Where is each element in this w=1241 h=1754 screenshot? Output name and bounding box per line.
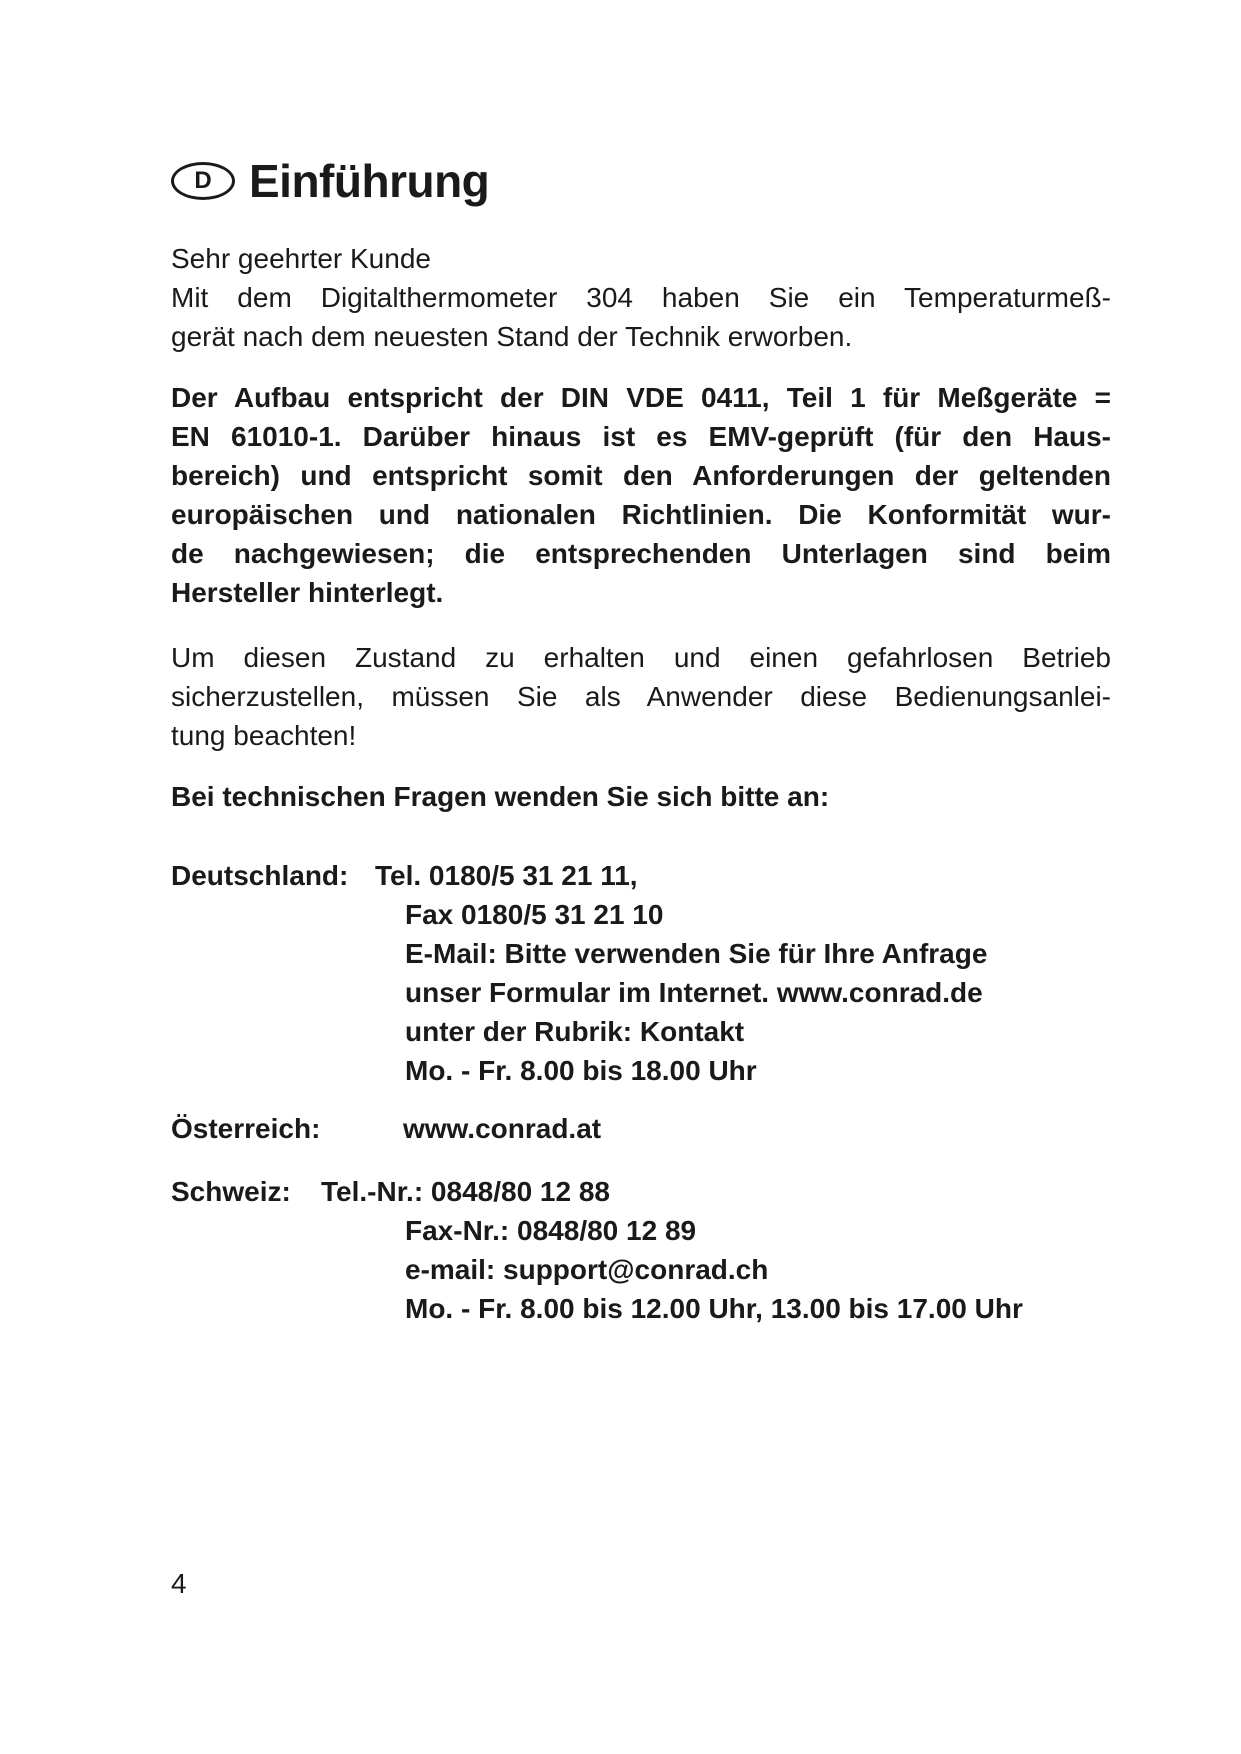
compliance-line: bereich) und entspricht somit den Anforderungen der geltenden bbox=[171, 460, 1111, 491]
intro-paragraph bbox=[171, 239, 1111, 356]
switzerland-fax: Fax-Nr.: 0848/80 12 89 bbox=[405, 1215, 697, 1246]
intro-line: gerät nach dem neuesten Stand der Technik erworben. bbox=[171, 321, 853, 352]
page-title: Einführung bbox=[249, 155, 490, 207]
greeting: Sehr geehrter Kunde bbox=[171, 243, 431, 274]
compliance-line: Der Aufbau entspricht der DIN VDE 0411, Teil 1 für Meßgeräte = bbox=[171, 382, 1111, 413]
germany-fax: Fax 0180/5 31 21 10 bbox=[405, 899, 664, 930]
compliance-paragraph bbox=[171, 378, 1111, 612]
switzerland-label: Schweiz: bbox=[171, 1176, 291, 1207]
germany-rubric: unter der Rubrik: Kontakt bbox=[405, 1016, 745, 1047]
switzerland-hours: Mo. - Fr. 8.00 bis 12.00 Uhr, 13.00 bis 17.00 Uhr bbox=[405, 1293, 1023, 1324]
austria-label: Österreich: bbox=[171, 1113, 321, 1144]
compliance-line: de nachgewiesen; die entsprechenden Unterlagen sind beim bbox=[171, 538, 1111, 569]
austria-web: www.conrad.at bbox=[403, 1113, 602, 1144]
germany-phone: Tel. 0180/5 31 21 11, bbox=[375, 860, 638, 891]
intro-line: Mit dem Digitalthermometer 304 haben Sie ein Temperaturmeß- bbox=[171, 282, 1111, 313]
germany-web: unser Formular im Internet. www.conrad.de bbox=[405, 977, 983, 1008]
page-number: 4 bbox=[171, 1568, 187, 1599]
germany-email: E-Mail: Bitte verwenden Sie für Ihre Anfrage bbox=[405, 938, 988, 969]
switzerland-phone: Tel.-Nr.: 0848/80 12 88 bbox=[321, 1176, 610, 1207]
usage-paragraph bbox=[171, 638, 1111, 755]
germany-label: Deutschland: bbox=[171, 860, 349, 891]
usage-line: sicherzustellen, müssen Sie als Anwender diese Bedienungsanlei- bbox=[171, 681, 1111, 712]
compliance-line: Hersteller hinterlegt. bbox=[171, 577, 444, 608]
usage-line: tung beachten! bbox=[171, 720, 357, 751]
compliance-line: europäischen und nationalen Richtlinien. Die Konformität wur- bbox=[171, 499, 1111, 530]
germany-hours: Mo. - Fr. 8.00 bis 18.00 Uhr bbox=[405, 1055, 757, 1086]
support-heading: Bei technischen Fragen wenden Sie sich bitte an: bbox=[171, 781, 830, 812]
compliance-line: EN 61010-1. Darüber hinaus ist es EMV-geprüft (für den Haus- bbox=[171, 421, 1111, 452]
usage-line: Um diesen Zustand zu erhalten und einen gefahrlosen Betrieb bbox=[171, 642, 1111, 673]
language-badge: D bbox=[171, 162, 235, 200]
section-heading bbox=[171, 155, 490, 207]
switzerland-email: e-mail: support@conrad.ch bbox=[405, 1254, 769, 1285]
